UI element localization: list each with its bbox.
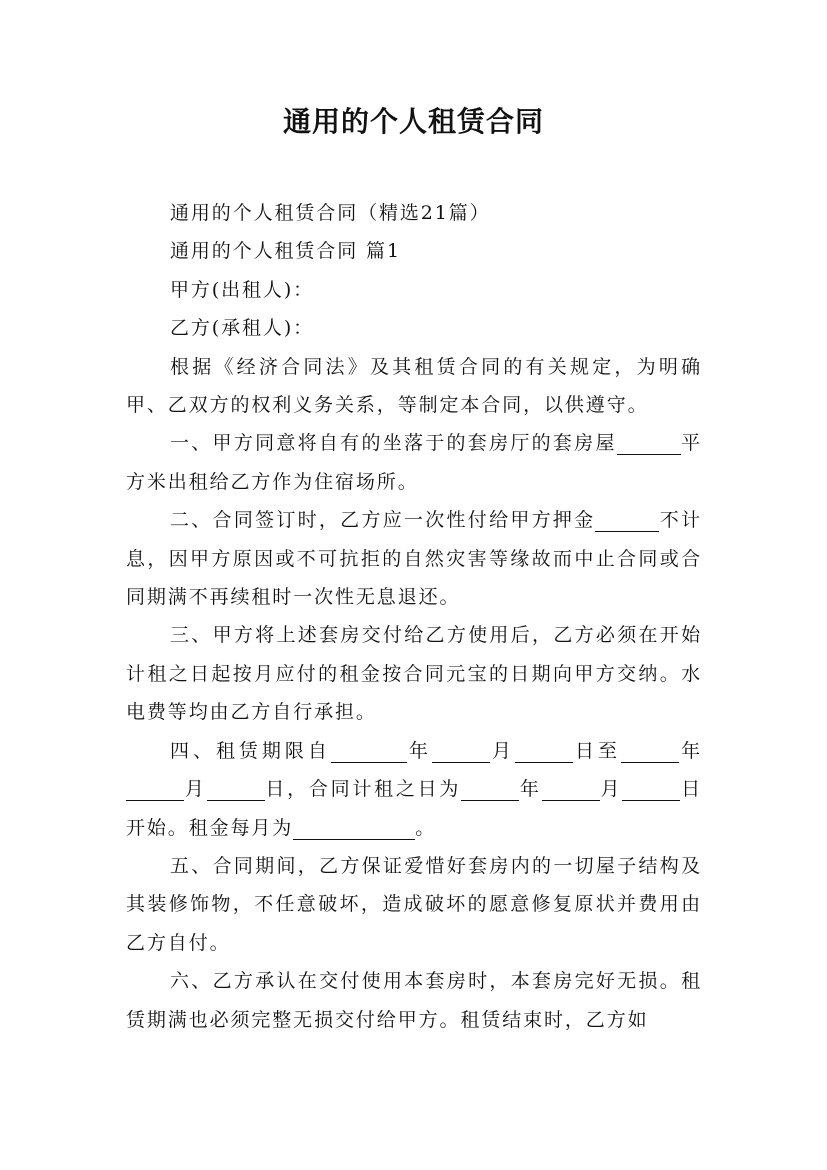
- clause-4-year-2: 年: [679, 739, 702, 762]
- end-month-blank: [126, 778, 184, 801]
- clause-4-month-1: 月: [489, 739, 515, 762]
- paragraph-clause-4: [126, 732, 702, 847]
- area-blank: [617, 432, 681, 455]
- rent-start-year-blank: [461, 778, 519, 801]
- clause-4-year-3: 年: [519, 778, 542, 801]
- clause-4-month-2: 月: [184, 778, 207, 801]
- document-title: 通用的个人租赁合同: [282, 105, 544, 138]
- start-month-blank: [432, 740, 490, 763]
- monthly-rent-blank: [293, 817, 415, 840]
- clause-4-text-a: 四、租赁期限自: [170, 739, 331, 762]
- clause-4-start: 日开始。租金每月为: [126, 778, 703, 839]
- clause-2-text-b: 不计息，因甲方原因或不可抗拒的自然灾害等缘故而中止合同或合同期满不再续租时一次性无息退还。: [126, 509, 702, 609]
- clause-1-text-a: 一、甲方同意将自有的坐落于的套房厅的套房屋: [170, 432, 617, 455]
- rent-start-month-blank: [542, 778, 600, 801]
- clause-4-mid: 日，合同计租之日为: [264, 778, 462, 801]
- rent-start-day-blank: [622, 778, 680, 801]
- clause-2-text-a: 二、合同签订时，乙方应一次性付给甲方押金: [170, 509, 596, 532]
- paragraph-clause-2: [126, 501, 702, 616]
- clause-4-month-3: 月: [599, 778, 623, 801]
- clause-4-day-to: 日至: [572, 739, 622, 762]
- paragraph-clause-5: 五、合同期间，乙方保证爱惜好套房内的一切屋子结构及其装修饰物，不任意破坏，造成破坏的愿意修复原状并费用由乙方自付。: [126, 854, 702, 954]
- end-year-blank: [621, 740, 679, 763]
- paragraph-subtitle: 通用的个人租赁合同（精选21篇）: [170, 202, 491, 224]
- start-year-blank: [331, 740, 407, 763]
- clause-4-end: 。: [415, 816, 437, 839]
- clause-1-text-b: 平方米出租给乙方作为住宿场所。: [126, 432, 702, 493]
- deposit-blank: [595, 509, 659, 532]
- document-body: [126, 194, 702, 1039]
- paragraph-section-heading: 通用的个人租赁合同 篇1: [170, 240, 401, 263]
- paragraph-clause-1: [126, 424, 702, 501]
- paragraph-clause-3: 三、甲方将上述套房交付给乙方使用后，乙方必须在开始计租之日起按月应付的租金按合同元宝的日期向甲方交纳。水电费等均由乙方自行承担。: [126, 624, 702, 724]
- start-day-blank: [515, 740, 573, 763]
- paragraph-party-b: 乙方(承租人)：: [170, 317, 315, 340]
- clause-4-year-1: 年: [406, 739, 432, 762]
- paragraph-preamble: 根据《经济合同法》及其租赁合同的有关规定，为明确甲、乙双方的权利义务关系，等制定本合同，以供遵守。: [126, 355, 702, 417]
- end-day-blank: [207, 778, 265, 801]
- paragraph-party-a: 甲方(出租人)：: [170, 278, 315, 301]
- paragraph-clause-6: 六、乙方承认在交付使用本套房时，本套房完好无损。租赁期满也必须完整无损交付给甲方。租赁结束时，乙方如: [126, 970, 702, 1031]
